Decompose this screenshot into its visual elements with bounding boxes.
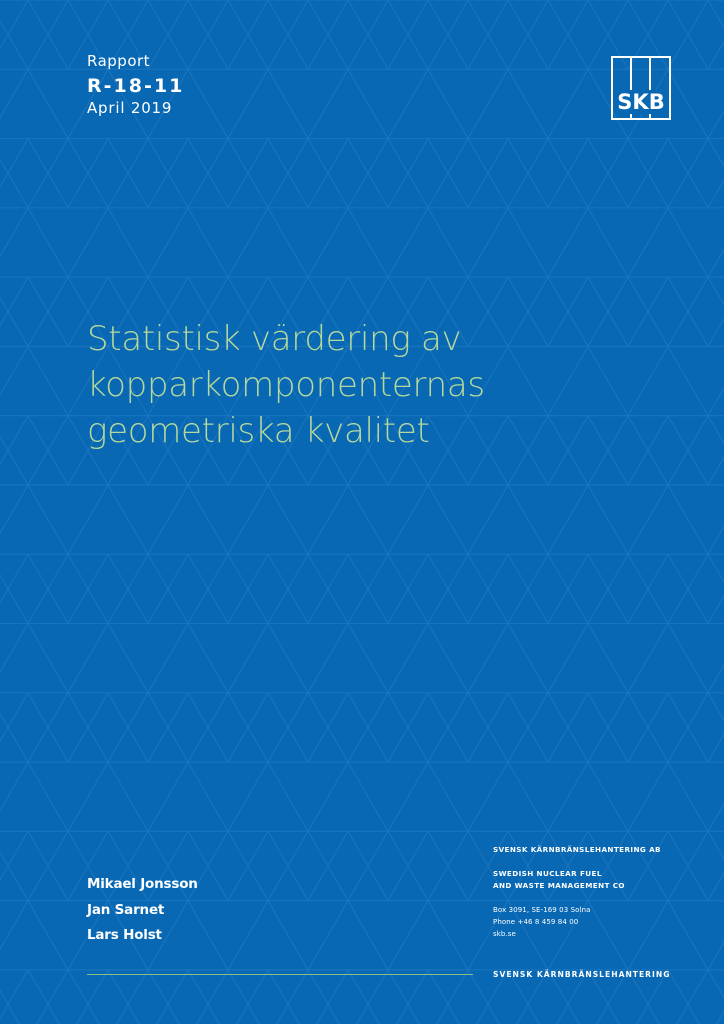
- company-name-english: [493, 868, 661, 892]
- company-name-swedish: SVENSK KÄRNBRÄNSLEHANTERING AB: [493, 845, 661, 854]
- company-website: skb.se: [493, 930, 516, 938]
- author-list: [87, 872, 198, 949]
- company-info: [493, 844, 661, 940]
- author-name: Jan Sarnet: [87, 901, 165, 918]
- title-line: Statistisk värdering av: [87, 319, 462, 359]
- title-line: geometriska kvalitet: [87, 411, 430, 451]
- author-name: Mikael Jonsson: [87, 876, 198, 892]
- skb-logo: [611, 56, 671, 120]
- author-name: Lars Holst: [87, 927, 162, 943]
- report-number: R-18-11: [87, 75, 185, 97]
- company-name-english-line: SWEDISH NUCLEAR FUEL: [493, 869, 602, 878]
- footer-company-name: SVENSK KÄRNBRÄNSLEHANTERING: [493, 970, 671, 979]
- report-label: Rapport: [87, 52, 151, 70]
- company-phone: Phone +46 8 459 84 00: [493, 918, 579, 926]
- company-name-english-line: AND WASTE MANAGEMENT CO: [493, 881, 625, 890]
- report-date: April 2019: [87, 99, 173, 117]
- logo-text: SKB: [617, 90, 665, 114]
- company-contact: [493, 904, 661, 940]
- report-info: [87, 52, 184, 118]
- title-line: kopparkomponenternas: [87, 365, 485, 405]
- footer-divider: [87, 974, 473, 975]
- report-title: [87, 316, 667, 454]
- company-address: Box 3091, SE-169 03 Solna: [493, 906, 591, 914]
